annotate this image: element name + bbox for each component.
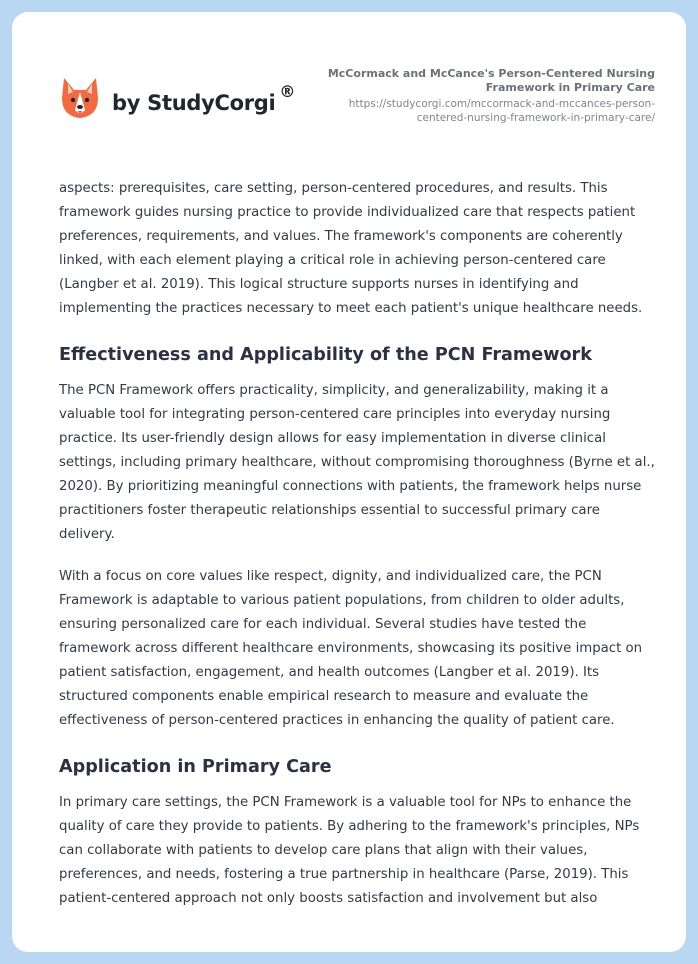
document-url[interactable]: https://studycorgi.com/mccormack-and-mccances-person-centered-nursing-framework-in-primary-care/ xyxy=(348,98,655,124)
section-heading: Application in Primary Care xyxy=(59,757,332,777)
corgi-head-icon xyxy=(60,76,100,120)
paragraph: aspects: prerequisites, care setting, person-centered procedures, and results. This framework guides nursing practice to provide individualized care that respects patient preferences, requirements, and values. The framework's components are coherently linked, with each element playing a critical role in achieving person-centered care (Langber et al. 2019). This logical structure supports nurses in identifying and implementing the practices necessary to meet each patient's unique healthcare needs. xyxy=(59,181,643,316)
registered-mark: ® xyxy=(279,82,296,101)
document-title: McCormack and McCance's Person-Centered Nursing Framework in Primary Care xyxy=(327,67,655,94)
paragraph: In primary care settings, the PCN Framework is a valuable tool for NPs to enhance the quality of care they provide to patients. By adhering to the framework's principles, NPs can collaborate with patients to develop care plans that align with their values, preferences, and needs, fostering a true partnership in healthcare (Parse, 2019). This patient-centered approach not only boosts satisfaction and involvement but also xyxy=(59,795,640,906)
studycorgi-logo[interactable] xyxy=(60,76,295,120)
paragraph: With a focus on core values like respect, dignity, and individualized care, the PCN Framework is adaptable to various patient populations, from children to older adults, ensuring personalized care for each individual. Several studies have tested the framework across different healthcare environments, showcasing its positive impact on patient satisfaction, engagement, and health outcomes (Langber et al. 2019). Its structured components enable empirical research to measure and evaluate the effectiveness of person-centered practices in enhancing the quality of patient care. xyxy=(59,569,643,728)
section-heading: Effectiveness and Applicability of the PCN Framework xyxy=(59,345,592,365)
document-header xyxy=(325,67,655,125)
document-body xyxy=(59,177,659,929)
brand-name: by StudyCorgi ® xyxy=(112,82,296,115)
paragraph: The PCN Framework offers practicality, simplicity, and generalizability, making it a valuable tool for integrating person-centered care principles into everyday nursing practice. Its user-friendly design allows for easy implementation in diverse clinical settings, including primary healthcare, without compromising thoroughness (Byrne et al., 2020). By prioritizing meaningful connections with patients, the framework helps nurse practitioners foster therapeutic relationships essential to successful primary care delivery. xyxy=(59,383,655,542)
document-page xyxy=(12,12,686,952)
